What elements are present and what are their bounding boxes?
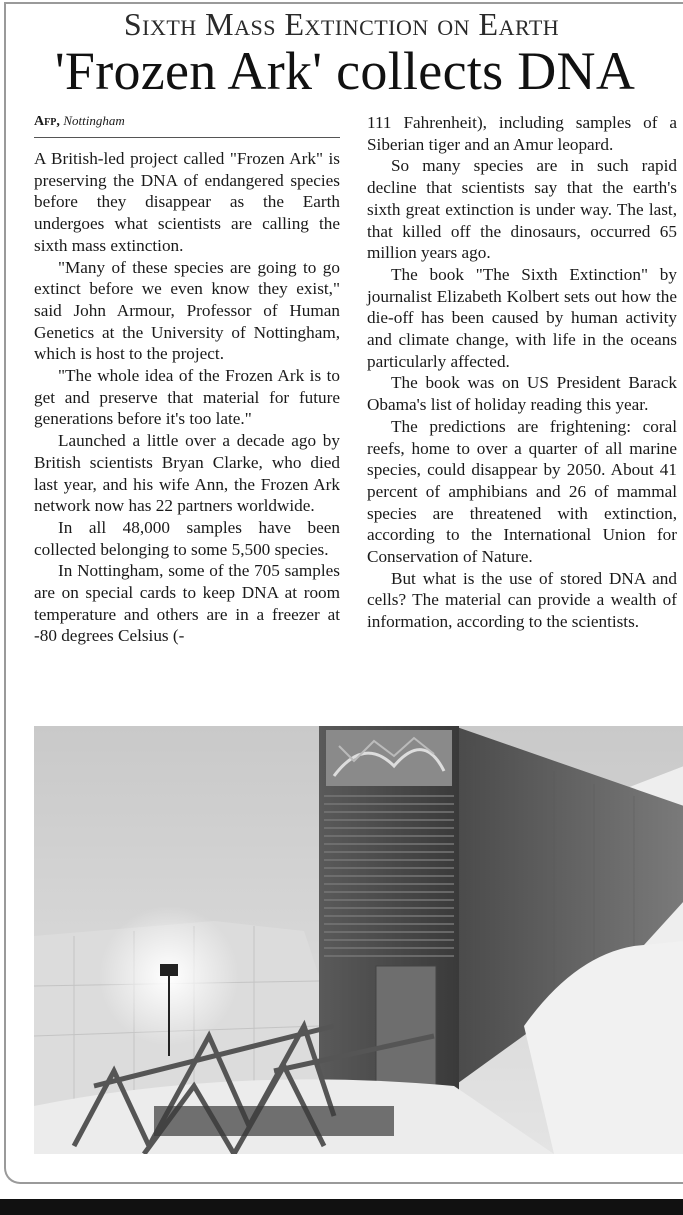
paragraph: So many species are in such rapid decline that scientists say that the earth's sixth great extinction is under way. The last, that killed off the dinosaurs, occurred 65 million years ago.: [367, 156, 677, 263]
headline: 'Frozen Ark' collects DNA: [54, 41, 636, 101]
paragraph: But what is the use of stored DNA and cells? The material can provide a wealth of information, according to the scientists.: [367, 568, 677, 632]
paragraph: The predictions are frightening: coral reefs, home to over a quarter of all marine species, could disappear by 2050. About 41 percent of amphibians and 26 of mammal species are threatened with extinction, according to the International Union for Conservation of Nature.: [367, 416, 677, 567]
paragraph: "The whole idea of the Frozen Ark is to get and preserve that material for future generations before it's too late.": [34, 366, 340, 429]
paragraph: 111 Fahrenheit), including samples of a Siberian tiger and an Amur leopard.: [367, 113, 677, 154]
byline-source: Afp,: [34, 114, 60, 129]
byline: [34, 112, 340, 138]
seed-vault-photo: [34, 726, 683, 1154]
seed-vault-illustration: [34, 726, 683, 1154]
byline-location: Nottingham: [63, 113, 125, 128]
paragraph: Launched a little over a decade ago by British scientists Bryan Clarke, who died last year, and his wife Ann, the Frozen Ark network now has 22 partners worldwide.: [34, 431, 340, 516]
bottom-bar: [0, 1199, 683, 1215]
paragraph: In all 48,000 samples have been collected belonging to some 5,500 species.: [34, 517, 340, 559]
paragraph: The book "The Sixth Extinction" by journalist Elizabeth Kolbert sets out how the die-off has been caused by human activity and climate change, with life in the oceans particularly affected.: [367, 264, 677, 371]
paragraph: In Nottingham, some of the 705 samples are on special cards to keep DNA at room temperature and others are in a freezer at -80 degrees Celsius (-: [34, 561, 340, 646]
paragraph: A British-led project called "Frozen Ark" is preserving the DNA of endangered species before they disappear as the Earth undergoes what scientists are calling the sixth mass extinction.: [34, 149, 340, 255]
left-column: [34, 112, 340, 647]
kicker: Sixth Mass Extinction on Earth: [123, 6, 560, 42]
paragraph: "Many of these species are going to go extinct before we even know they exist," said John Armour, Professor of Human Genetics at the University of Nottingham, which is host to the project.: [34, 257, 340, 364]
right-column: [367, 112, 677, 633]
paragraph: The book was on US President Barack Obama's list of holiday reading this year.: [367, 373, 677, 415]
